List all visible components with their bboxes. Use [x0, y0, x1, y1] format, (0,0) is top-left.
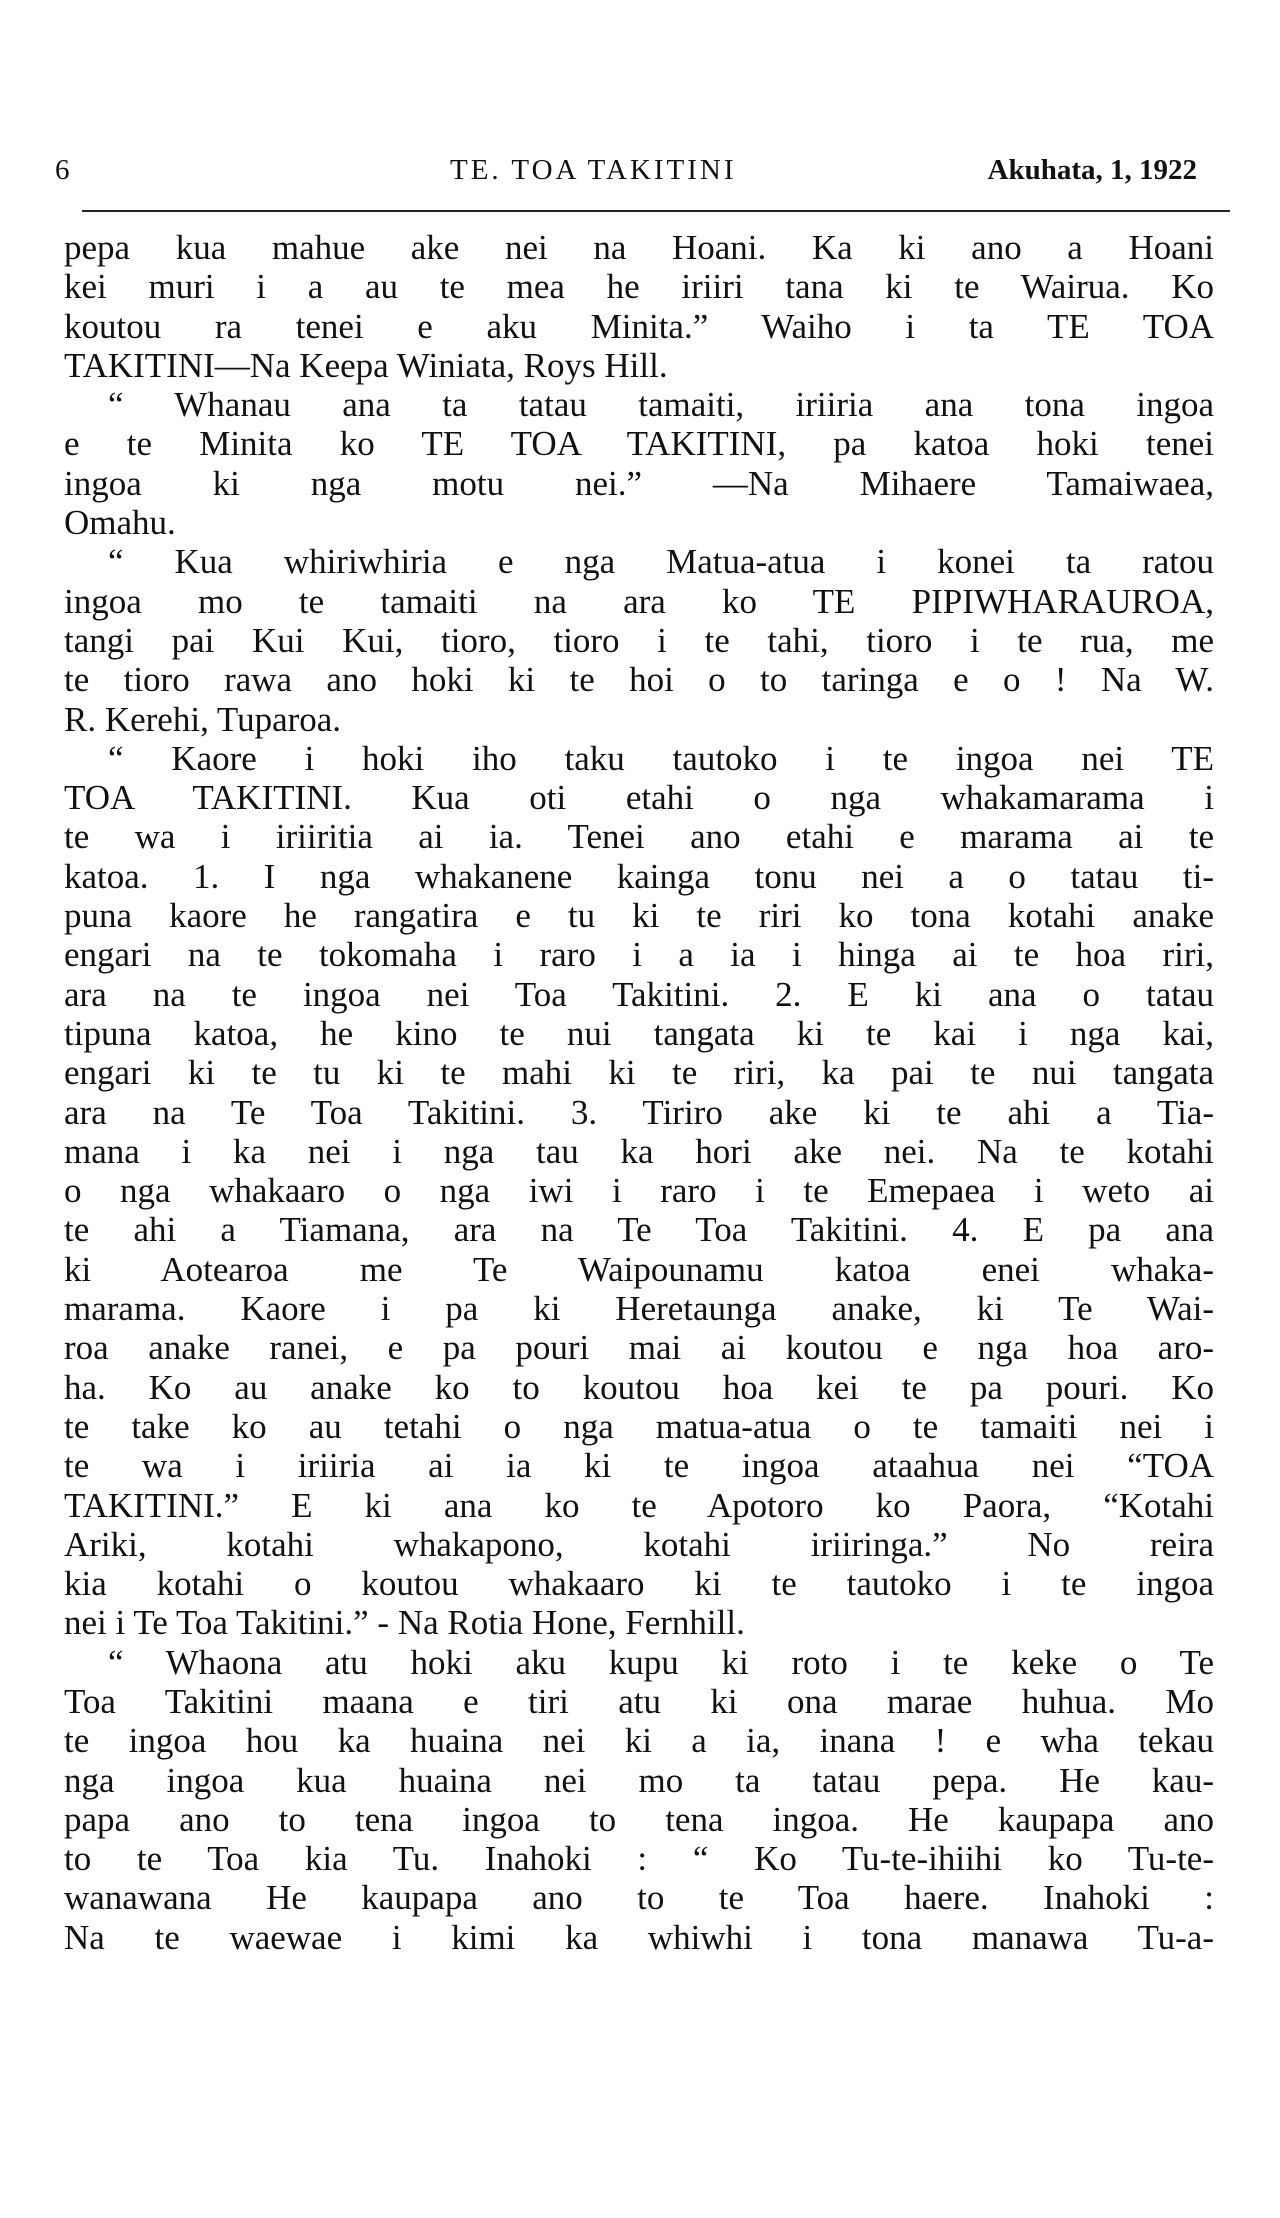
body-text — [64, 228, 1214, 1957]
text-line: “ Whaona atu hoki aku kupu ki roto i te keke o Te — [108, 1642, 1214, 1682]
text-line: te ahi a Tiamana, ara na Te Toa Takitini. 4. E pa ana — [64, 1210, 1214, 1250]
text-line: mana i ka nei i nga tau ka hori ake nei. Na te kotahi — [64, 1131, 1214, 1171]
text-line: “ Kua whiriwhiria e nga Matua-atua i konei ta ratou — [108, 542, 1214, 582]
text-line: nga ingoa kua huaina nei mo ta tatau pepa. He kau- — [64, 1760, 1214, 1800]
text-line: wanawana He kaupapa ano to te Toa haere. Inahoki : — [64, 1878, 1214, 1918]
text-line: TOA TAKITINI. Kua oti etahi o nga whakamarama i — [64, 778, 1214, 818]
text-line: tipuna katoa, he kino te nui tangata ki te kai i nga kai, — [64, 1013, 1214, 1053]
issue-date: Akuhata, 1, 1922 — [987, 154, 1197, 186]
text-line: puna kaore he rangatira e tu ki te riri ko tona kotahi anake — [64, 896, 1214, 936]
text-line: TAKITINI—Na Keepa Winiata, Roys Hill. — [64, 345, 668, 385]
text-line: koutou ra tenei e aku Minita.” Waiho i ta TE TOA — [64, 306, 1214, 346]
publication-title: TE. TOA TAKITINI — [450, 154, 737, 186]
text-line: ha. Ko au anake ko to koutou hoa kei te pa pouri. Ko — [64, 1367, 1214, 1407]
text-line: ingoa mo te tamaiti na ara ko TE PIPIWHARAUROA, — [64, 581, 1214, 621]
page-header — [55, 148, 1225, 192]
text-line: roa anake ranei, e pa pouri mai ai koutou e nga hoa aro- — [64, 1328, 1214, 1368]
text-line: te wa i iriiritia ai ia. Tenei ano etahi e marama ai te — [64, 817, 1214, 857]
text-line: to te Toa kia Tu. Inahoki : “ Ko Tu-te-ihiihi ko Tu-te- — [64, 1839, 1214, 1879]
text-line: engari ki te tu ki te mahi ki te riri, ka pai te nui tangata — [64, 1053, 1214, 1093]
text-line: Ariki, kotahi whakapono, kotahi iriiringa.” No reira — [64, 1524, 1214, 1564]
header-rule — [82, 210, 1230, 212]
text-line: R. Kerehi, Tuparoa. — [64, 699, 342, 739]
text-line: te take ko au tetahi o nga matua-atua o te tamaiti nei i — [64, 1406, 1214, 1446]
text-line: te wa i iriiria ai ia ki te ingoa ataahua nei “TOA — [64, 1446, 1214, 1486]
text-line: “ Whanau ana ta tatau tamaiti, iriiria ana tona ingoa — [108, 385, 1214, 425]
text-line: tangi pai Kui Kui, tioro, tioro i te tahi, tioro i te rua, me — [64, 620, 1214, 660]
text-line: ki Aotearoa me Te Waipounamu katoa enei whaka- — [64, 1249, 1214, 1289]
text-line: engari na te tokomaha i raro i a ia i hinga ai te hoa riri, — [64, 935, 1214, 975]
text-line: ara na Te Toa Takitini. 3. Tiriro ake ki te ahi a Tia- — [64, 1092, 1214, 1132]
text-line: kia kotahi o koutou whakaaro ki te tautoko i te ingoa — [64, 1564, 1214, 1604]
text-line: te tioro rawa ano hoki ki te hoi o to taringa e o ! Na W. — [64, 660, 1214, 700]
text-line: ingoa ki nga motu nei.” —Na Mihaere Tamaiwaea, — [64, 463, 1214, 503]
text-line: katoa. 1. I nga whakanene kainga tonu nei a o tatau ti- — [64, 856, 1214, 896]
text-line: Toa Takitini maana e tiri atu ki ona marae huhua. Mo — [64, 1681, 1214, 1721]
page-number: 6 — [55, 154, 71, 186]
text-line: te ingoa hou ka huaina nei ki a ia, inana ! e wha tekau — [64, 1721, 1214, 1761]
text-line: “ Kaore i hoki iho taku tautoko i te ingoa nei TE — [108, 738, 1214, 778]
text-line: papa ano to tena ingoa to tena ingoa. He kaupapa ano — [64, 1799, 1214, 1839]
text-line: TAKITINI.” E ki ana ko te Apotoro ko Paora, “Kotahi — [64, 1485, 1214, 1525]
text-line: kei muri i a au te mea he iriiri tana ki te Wairua. Ko — [64, 267, 1214, 307]
text-line: Na te waewae i kimi ka whiwhi i tona manawa Tu-a- — [64, 1917, 1214, 1957]
text-line: marama. Kaore i pa ki Heretaunga anake, ki Te Wai- — [64, 1289, 1214, 1329]
text-line: o nga whakaaro o nga iwi i raro i te Emepaea i weto ai — [64, 1171, 1214, 1211]
text-line: ara na te ingoa nei Toa Takitini. 2. E ki ana o tatau — [64, 974, 1214, 1014]
text-line: Omahu. — [64, 503, 176, 543]
text-line: pepa kua mahue ake nei na Hoani. Ka ki ano a Hoani — [64, 228, 1214, 267]
text-line: nei i Te Toa Takitini.” - Na Rotia Hone, Fernhill. — [64, 1603, 745, 1643]
text-line: e te Minita ko TE TOA TAKITINI, pa katoa hoki tenei — [64, 424, 1214, 464]
